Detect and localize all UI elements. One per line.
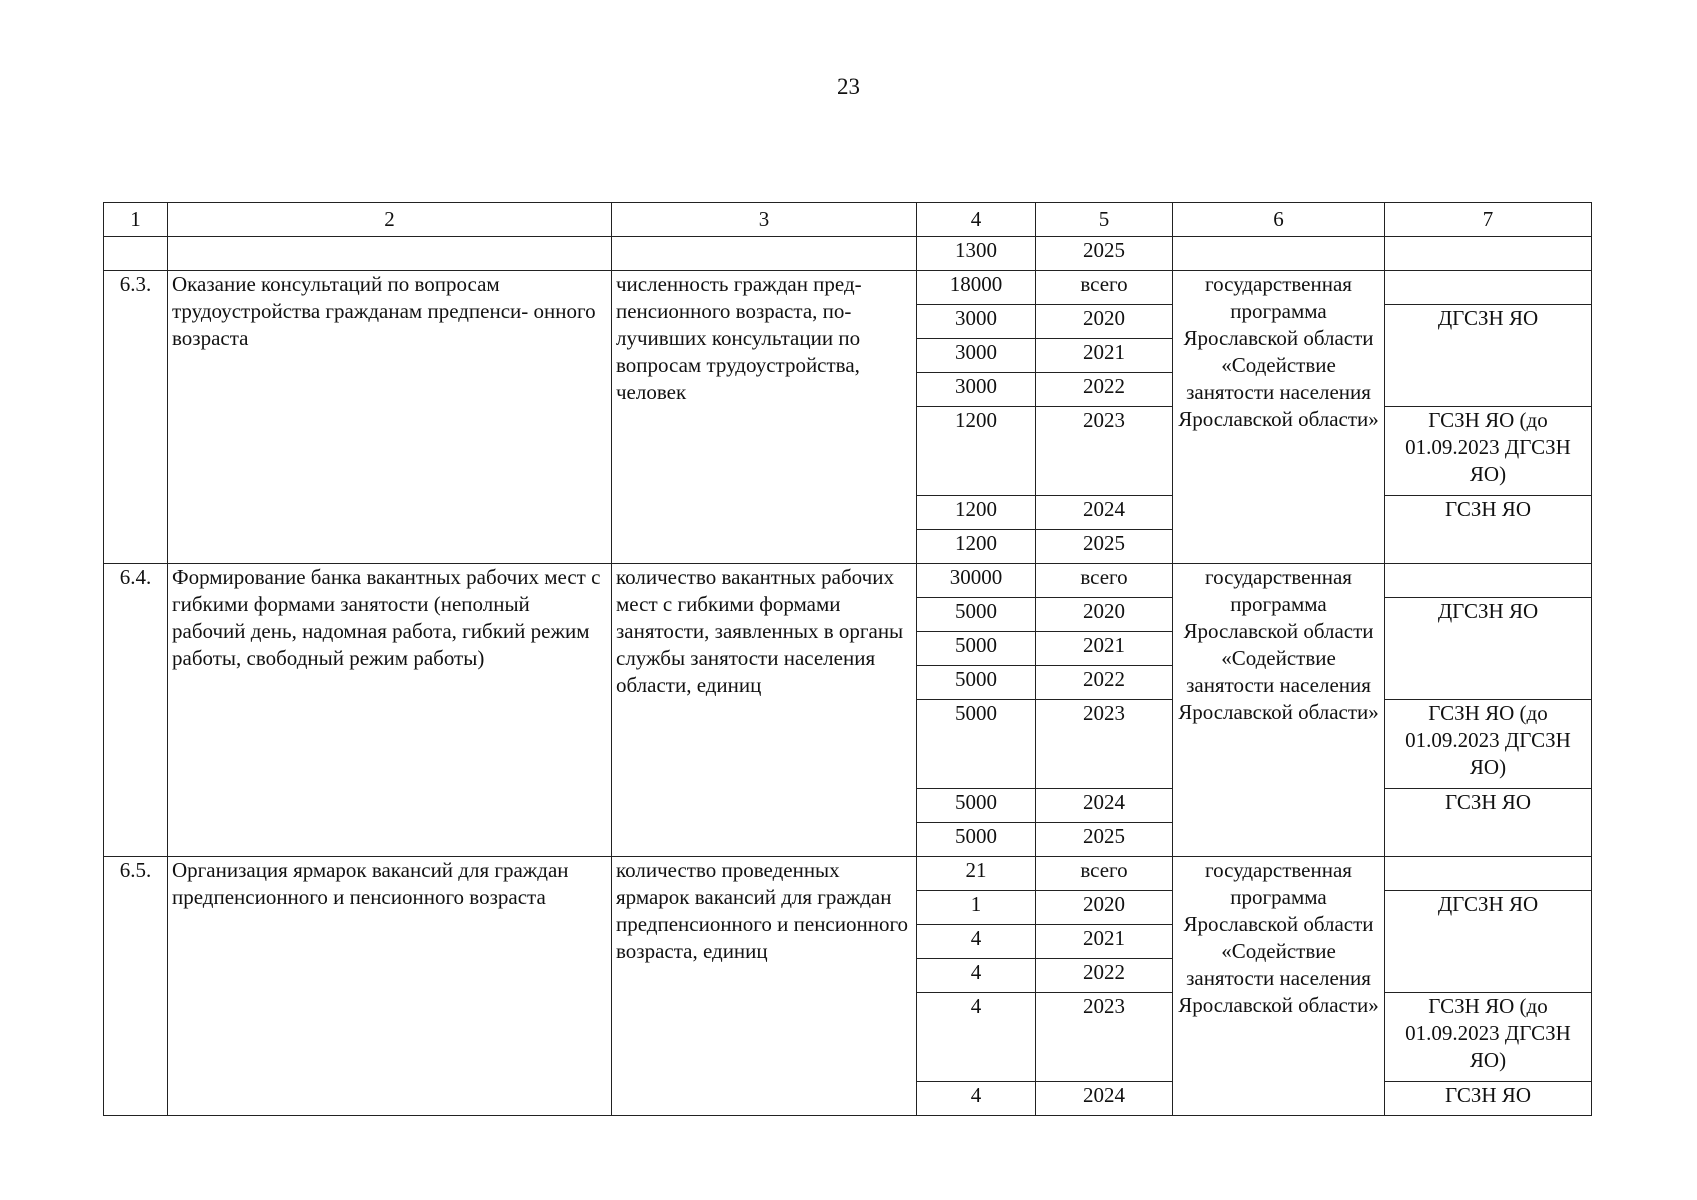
empty-cell xyxy=(104,237,168,271)
item-title: Формирование банка вакантных рабочих мест с гибкими формами занятости (неполный рабочий день, надомная работа, гибкий режим работы, свободный режим работы) xyxy=(168,564,612,857)
header-cell: 2 xyxy=(168,203,612,237)
value-cell: 30000 xyxy=(917,564,1036,598)
table-row xyxy=(104,271,1592,305)
table-row xyxy=(104,857,1592,891)
header-cell: 5 xyxy=(1036,203,1173,237)
value-cell: 5000 xyxy=(917,666,1036,700)
executor-cell: ГСЗН ЯО (до 01.09.2023 ДГСЗН ЯО) xyxy=(1385,407,1592,496)
item-program: государственная программа Ярославской области «Содействие занятости населения Ярославской области» xyxy=(1173,271,1385,564)
year-cell: 2023 xyxy=(1036,700,1173,789)
executor-cell: ДГСЗН ЯО xyxy=(1385,891,1592,993)
year-cell: 2021 xyxy=(1036,925,1173,959)
value-cell: 4 xyxy=(917,1082,1036,1116)
year-cell: 2022 xyxy=(1036,666,1173,700)
executor-cell: ДГСЗН ЯО xyxy=(1385,305,1592,407)
value-cell: 1300 xyxy=(917,237,1036,271)
empty-cell xyxy=(1385,237,1592,271)
year-cell: 2023 xyxy=(1036,407,1173,496)
value-cell: 1200 xyxy=(917,407,1036,496)
item-number: 6.5. xyxy=(104,857,168,1116)
item-indicator: количество проведенных ярмарок вакансий для граждан предпенсионного и пенсионного возраста, единиц xyxy=(612,857,917,1116)
year-cell: 2024 xyxy=(1036,1082,1173,1116)
header-cell: 3 xyxy=(612,203,917,237)
year-cell: 2024 xyxy=(1036,496,1173,530)
year-cell: 2021 xyxy=(1036,339,1173,373)
year-cell: всего xyxy=(1036,857,1173,891)
year-cell: всего xyxy=(1036,564,1173,598)
value-cell: 4 xyxy=(917,959,1036,993)
item-title: Оказание консультаций по вопросам трудоустройства гражданам предпенси- онного возраста xyxy=(168,271,612,564)
empty-cell xyxy=(1173,237,1385,271)
value-cell: 1200 xyxy=(917,530,1036,564)
header-cell: 7 xyxy=(1385,203,1592,237)
executor-cell: ГСЗН ЯО xyxy=(1385,789,1592,857)
value-cell: 5000 xyxy=(917,632,1036,666)
year-cell: 2025 xyxy=(1036,530,1173,564)
item-program: государственная программа Ярославской области «Содействие занятости населения Ярославской области» xyxy=(1173,857,1385,1116)
empty-cell xyxy=(168,237,612,271)
year-cell: 2024 xyxy=(1036,789,1173,823)
item-number: 6.3. xyxy=(104,271,168,564)
value-cell: 5000 xyxy=(917,598,1036,632)
year-cell: 2020 xyxy=(1036,305,1173,339)
executor-cell: ДГСЗН ЯО xyxy=(1385,598,1592,700)
item-indicator: количество вакантных рабочих мест с гибкими формами занятости, заявленных в органы службы занятости населения области, единиц xyxy=(612,564,917,857)
value-cell: 4 xyxy=(917,993,1036,1082)
year-cell: 2020 xyxy=(1036,891,1173,925)
empty-cell xyxy=(1385,564,1592,598)
header-cell: 1 xyxy=(104,203,168,237)
table-row xyxy=(104,237,1592,271)
year-cell: всего xyxy=(1036,271,1173,305)
value-cell: 18000 xyxy=(917,271,1036,305)
year-cell: 2022 xyxy=(1036,959,1173,993)
value-cell: 1200 xyxy=(917,496,1036,530)
executor-cell: ГСЗН ЯО (до 01.09.2023 ДГСЗН ЯО) xyxy=(1385,700,1592,789)
value-cell: 5000 xyxy=(917,789,1036,823)
item-number: 6.4. xyxy=(104,564,168,857)
year-cell: 2025 xyxy=(1036,237,1173,271)
year-cell: 2025 xyxy=(1036,823,1173,857)
item-program: государственная программа Ярославской области «Содействие занятости населения Ярославской области» xyxy=(1173,564,1385,857)
empty-cell xyxy=(1385,271,1592,305)
executor-cell: ГСЗН ЯО xyxy=(1385,1082,1592,1116)
value-cell: 1 xyxy=(917,891,1036,925)
value-cell: 3000 xyxy=(917,373,1036,407)
item-title: Организация ярмарок вакансий для граждан предпенсионного и пенсионного возраста xyxy=(168,857,612,1116)
executor-cell: ГСЗН ЯО xyxy=(1385,496,1592,564)
item-indicator: численность граждан пред- пенсионного возраста, по- лучивших консультации по вопросам трудоустройства, человек xyxy=(612,271,917,564)
value-cell: 3000 xyxy=(917,305,1036,339)
empty-cell xyxy=(1385,857,1592,891)
value-cell: 5000 xyxy=(917,700,1036,789)
empty-cell xyxy=(612,237,917,271)
year-cell: 2023 xyxy=(1036,993,1173,1082)
value-cell: 21 xyxy=(917,857,1036,891)
year-cell: 2020 xyxy=(1036,598,1173,632)
header-row xyxy=(104,203,1592,237)
header-cell: 6 xyxy=(1173,203,1385,237)
value-cell: 4 xyxy=(917,925,1036,959)
year-cell: 2021 xyxy=(1036,632,1173,666)
program-table xyxy=(103,202,1592,1116)
page-number: 23 xyxy=(837,74,860,99)
executor-cell: ГСЗН ЯО (до 01.09.2023 ДГСЗН ЯО) xyxy=(1385,993,1592,1082)
value-cell: 5000 xyxy=(917,823,1036,857)
table-row xyxy=(104,564,1592,598)
year-cell: 2022 xyxy=(1036,373,1173,407)
header-cell: 4 xyxy=(917,203,1036,237)
value-cell: 3000 xyxy=(917,339,1036,373)
